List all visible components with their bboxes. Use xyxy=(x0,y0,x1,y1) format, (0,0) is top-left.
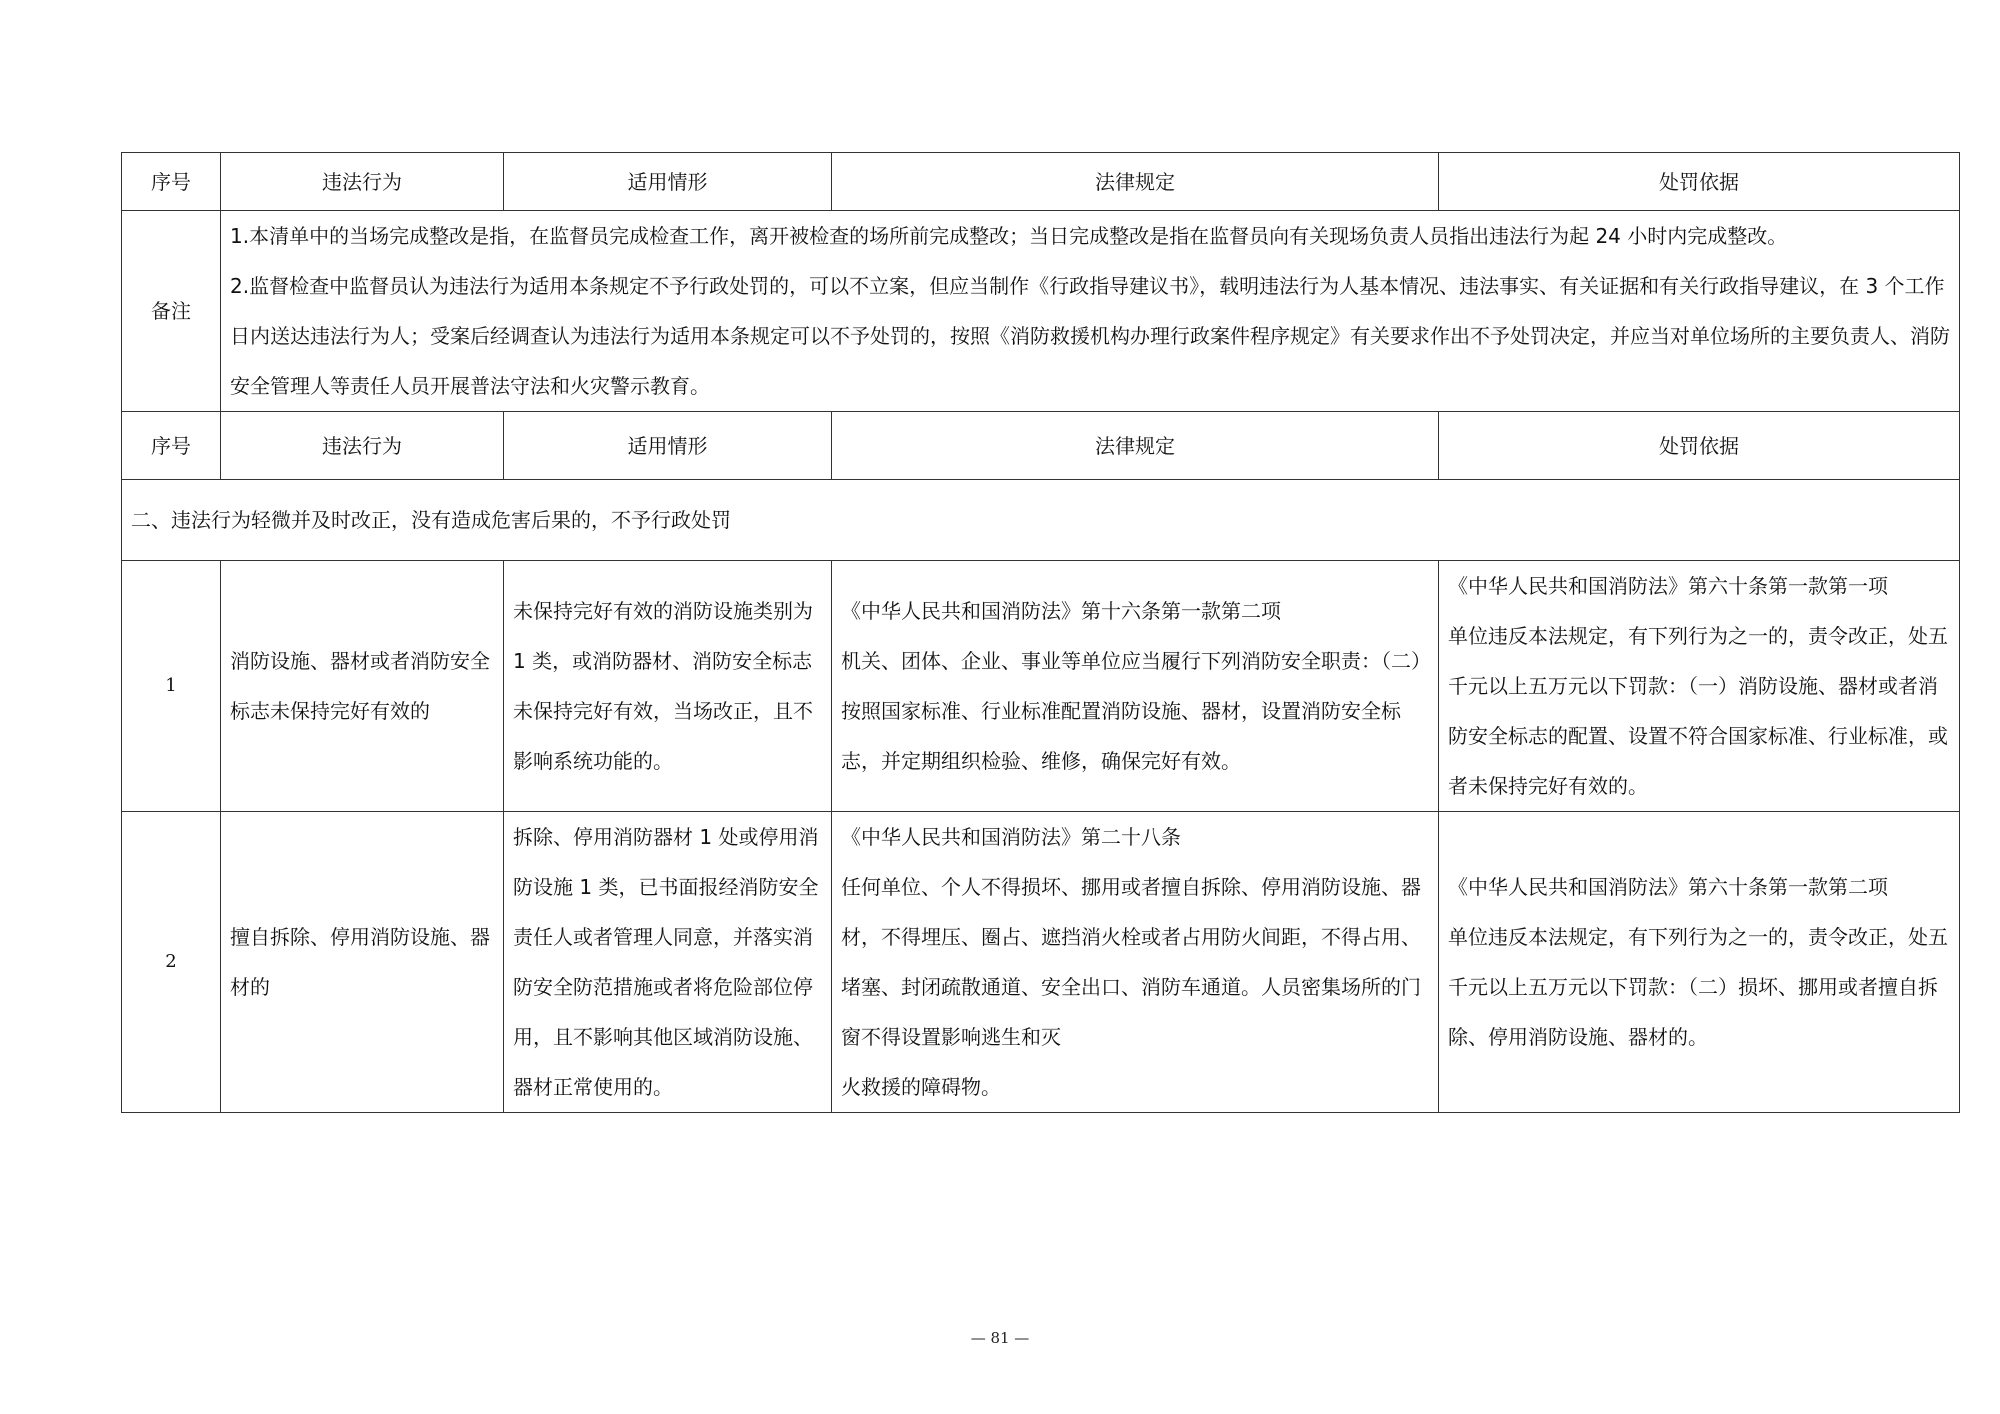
basis-text: 单位违反本法规定，有下列行为之一的，责令改正，处五千元以上五万元以下罚款：（二）损坏、挪用或者擅自拆除、停用消防设施、器材的。 xyxy=(1448,925,1948,1049)
table-header-row-repeat xyxy=(122,412,1960,480)
header-violation: 违法行为 xyxy=(221,412,504,480)
law-text: 机关、团体、企业、事业等单位应当履行下列消防安全职责：（二）按照国家标准、行业标准配置消防设施、器材，设置消防安全标志，并定期组织检验、维修，确保完好有效。 xyxy=(841,649,1421,773)
header-serial: 序号 xyxy=(122,412,221,480)
law-text-tail: 火救援的障碍物。 xyxy=(841,1075,1001,1099)
row-number: 2 xyxy=(122,812,221,1113)
header-situation: 适用情形 xyxy=(504,153,832,211)
header-penalty-basis: 处罚依据 xyxy=(1439,412,1960,480)
note-1: 1.本清单中的当场完成整改是指，在监督员完成检查工作，离开被检查的场所前完成整改；当日完成整改是指在监督员向有关现场负责人员指出违法行为起 24 小时内完成整改。 xyxy=(230,224,1788,248)
basis-title: 《中华人民共和国消防法》第六十条第一款第一项 xyxy=(1448,574,1888,598)
law-title: 《中华人民共和国消防法》第十六条第一款第二项 xyxy=(841,599,1281,623)
regulation-table xyxy=(121,152,1960,1113)
page-number: — 81 — xyxy=(970,1329,1030,1347)
penalty-basis-cell xyxy=(1439,812,1960,1113)
header-law: 法律规定 xyxy=(832,412,1439,480)
header-serial: 序号 xyxy=(122,153,221,211)
header-violation: 违法行为 xyxy=(221,153,504,211)
section-title: 二、违法行为轻微并及时改正，没有造成危害后果的，不予行政处罚 xyxy=(122,480,1960,561)
header-law: 法律规定 xyxy=(832,153,1439,211)
notes-row xyxy=(122,211,1960,412)
basis-title: 《中华人民共和国消防法》第六十条第一款第二项 xyxy=(1448,875,1888,899)
situation-cell: 未保持完好有效的消防设施类别为 1 类，或消防器材、消防安全标志未保持完好有效，当场改正，且不影响系统功能的。 xyxy=(504,561,832,812)
basis-text: 单位违反本法规定，有下列行为之一的，责令改正，处五千元以上五万元以下罚款：（一）消防设施、器材或者消防安全标志的配置、设置不符合国家标准、行业标准，或者未保持完好有效的。 xyxy=(1448,624,1948,798)
note-2: 2.监督检查中监督员认为违法行为适用本条规定不予行政处罚的，可以不立案，但应当制作《行政指导建议书》，载明违法行为人基本情况、违法事实、有关证据和有关行政指导建议，在 3 个工作日内送达违法行为人；受案后经调查认为违法行为适用本条规定可以不予处罚的，按照《消防救援机构办理行政案件程序规定》有关要求作出不予处罚决定，并应当对单位场所的主要负责人、消防安全管理人等责任人员开展普法守法和火灾警示教育。 xyxy=(230,274,1950,398)
law-title: 《中华人民共和国消防法》第二十八条 xyxy=(841,825,1181,849)
row-number: 1 xyxy=(122,561,221,812)
table-header-row xyxy=(122,153,1960,211)
notes-content xyxy=(221,211,1960,412)
law-text: 任何单位、个人不得损坏、挪用或者擅自拆除、停用消防设施、器材，不得埋压、圈占、遮挡消火栓或者占用防火间距，不得占用、堵塞、封闭疏散通道、安全出口、消防车通道。人员密集场所的门窗不得设置影响逃生和灭 xyxy=(841,875,1421,1049)
header-penalty-basis: 处罚依据 xyxy=(1439,153,1960,211)
table-row xyxy=(122,561,1960,812)
violation-cell: 擅自拆除、停用消防设施、器材的 xyxy=(221,812,504,1113)
notes-label: 备注 xyxy=(122,211,221,412)
violation-cell: 消防设施、器材或者消防安全标志未保持完好有效的 xyxy=(221,561,504,812)
section-row xyxy=(122,480,1960,561)
header-situation: 适用情形 xyxy=(504,412,832,480)
law-cell xyxy=(832,812,1439,1113)
table-row xyxy=(122,812,1960,1113)
situation-cell: 拆除、停用消防器材 1 处或停用消防设施 1 类，已书面报经消防安全责任人或者管理人同意，并落实消防安全防范措施或者将危险部位停用，且不影响其他区域消防设施、器材正常使用的。 xyxy=(504,812,832,1113)
penalty-basis-cell xyxy=(1439,561,1960,812)
law-cell xyxy=(832,561,1439,812)
